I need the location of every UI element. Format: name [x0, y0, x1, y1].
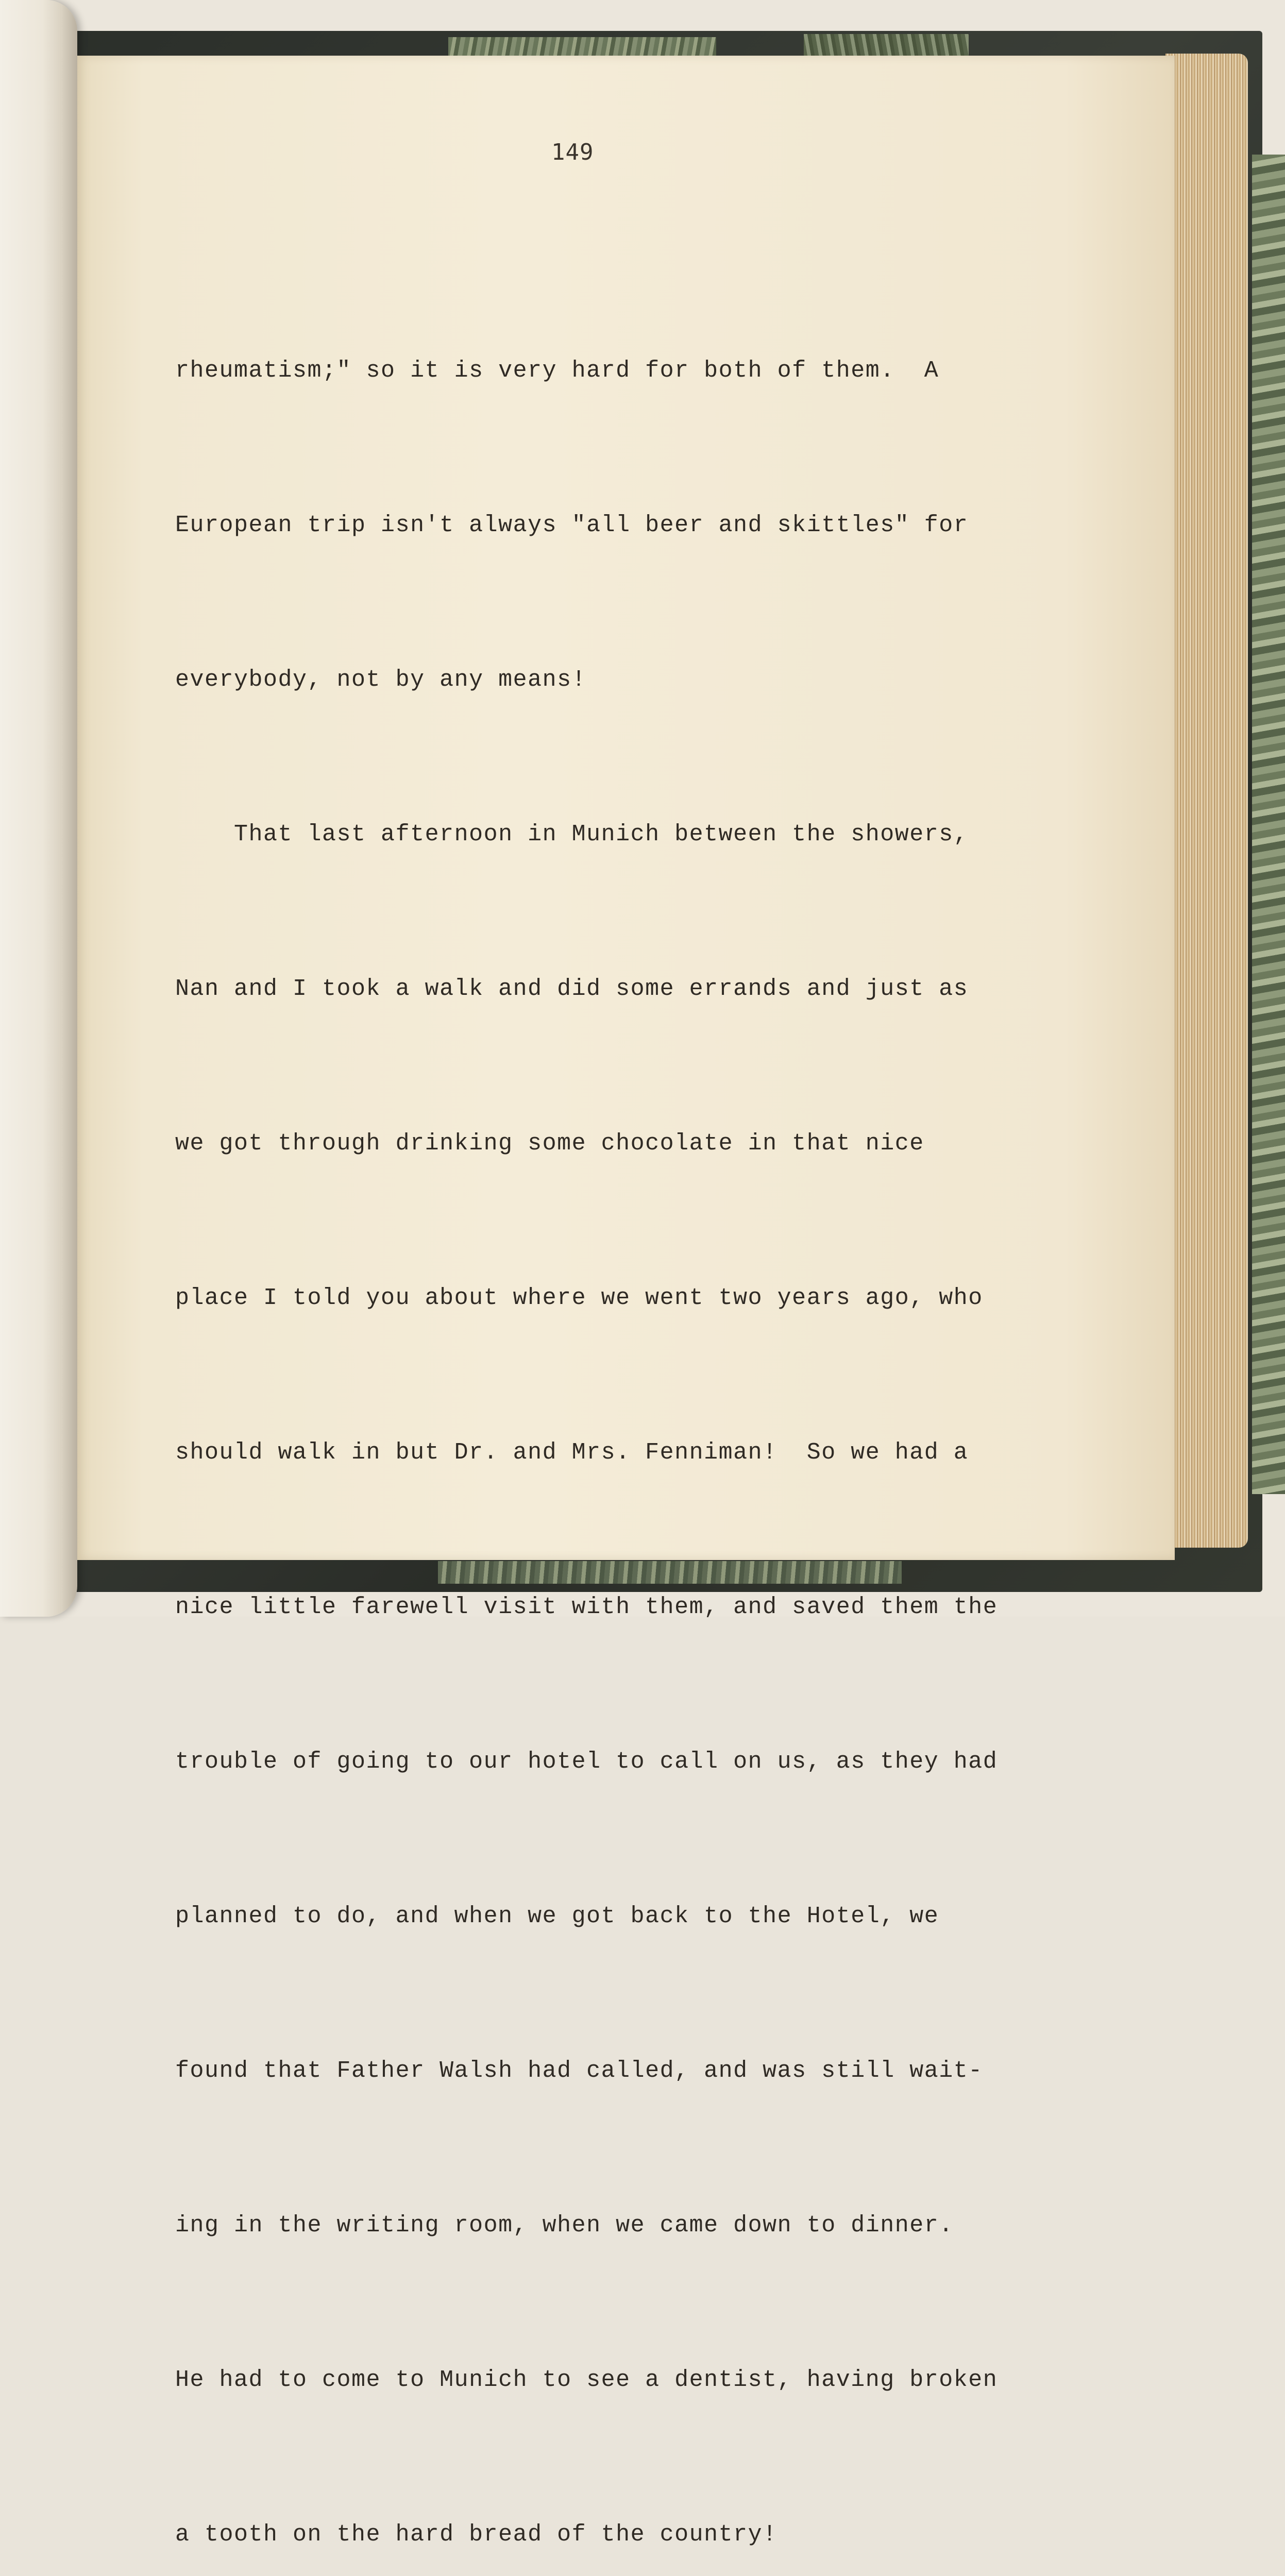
facing-page-curl [0, 0, 77, 1617]
page-number: 149 [551, 139, 594, 165]
text-line: rheumatism;" so it is very hard for both of them. A [175, 358, 939, 384]
text-line: He had to come to Munich to see a dentist, having broken [175, 2367, 998, 2393]
marbled-endpaper-right [1252, 155, 1285, 1494]
text-line: European trip isn't always "all beer and skittles" for [175, 512, 969, 538]
text-line: Nan and I took a walk and did some errands and just as [175, 976, 969, 1002]
text-line: That last afternoon in Munich between the showers, [175, 821, 969, 848]
text-line: everybody, not by any means! [175, 667, 587, 693]
text-line: place I told you about where we went two years ago, who [175, 1285, 983, 1311]
page-edges [1165, 54, 1248, 1548]
text-line: we got through drinking some chocolate in that nice [175, 1130, 924, 1157]
marbled-endpaper-top-right [804, 34, 969, 59]
typewritten-body [175, 242, 1103, 2576]
text-line: nice little farewell visit with them, and saved them the [175, 1594, 998, 1620]
text-line: ing in the writing room, when we came down to dinner. [175, 2212, 954, 2239]
text-line: found that Father Walsh had called, and was still wait- [175, 2058, 983, 2084]
text-line: a tooth on the hard bread of the country! [175, 2521, 777, 2548]
text-line: trouble of going to our hotel to call on us, as they had [175, 1749, 998, 1775]
text-line: planned to do, and when we got back to the Hotel, we [175, 1903, 939, 1929]
text-line: should walk in but Dr. and Mrs. Fenniman! So we had a [175, 1439, 969, 1466]
